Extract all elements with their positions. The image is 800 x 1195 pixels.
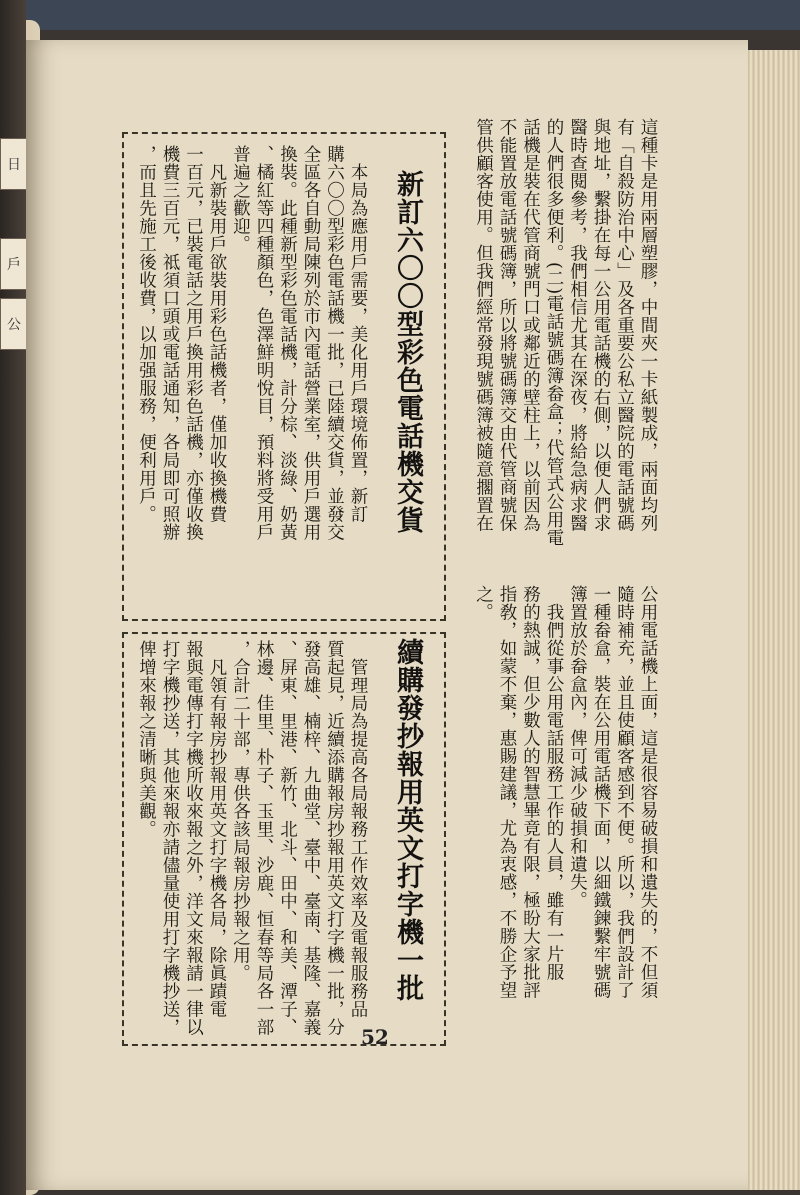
text-line: 機費三百元，祗須口頭或電話通知，各局即可照辦	[160, 145, 180, 541]
background-top	[0, 0, 800, 30]
text-line: 凡新裝用戶欲裝用彩色話機者，僅加收換機費	[207, 145, 227, 523]
index-tab-3[interactable]: 公	[0, 298, 28, 350]
text-line: 公用電話機上面，這是很容易破損和遺失的，不但須	[638, 585, 658, 999]
text-line: 隨時補充，並且使顧客感到不便。所以，我們設計了	[614, 585, 635, 999]
text-line: 本局為應用戶需要，美化用戶環境佈置，新訂	[348, 145, 368, 523]
text-line: 報與電傳打字機所收來報之外，洋文來報請一律以	[183, 640, 204, 1036]
text-line: 換裝。此種新型彩色電話機，計分棕、淡綠、奶黃	[277, 145, 298, 541]
article1-title: 新訂六〇〇型彩色電話機交貨	[392, 170, 423, 534]
text-line: 有「自殺防治中心」及各重要公私立醫院的電話號碼	[614, 118, 635, 532]
text-line: 俾增來報之清晰與美觀。	[136, 640, 157, 838]
text-line: 購六〇〇型彩色電話機一批，已陸續交貨，並發交	[324, 145, 345, 541]
text-line: 我們從事公用電話服務工作的人員，雖有一片服	[544, 585, 564, 981]
text-line: 打字機抄送，其他來報亦請儘量使用打字機抄送，	[160, 640, 180, 1036]
right-column-top	[471, 118, 659, 608]
text-line: 、橘紅等四種顏色，色澤鮮明悅目，預料將受用戶	[254, 145, 274, 541]
text-line: 管供顧客使用。但我們經常發現號碼簿被隨意擱置在	[473, 118, 494, 532]
index-tab-2[interactable]: 戶	[0, 238, 28, 290]
text-line: 務的熱誠，但少數人的智慧畢竟有限，極盼大家批評	[520, 585, 541, 999]
text-line: 指敎，如蒙不棄，惠賜建議，尤為衷感，不勝企予望	[497, 585, 517, 999]
text-line: 不能置放電話號碼簿，所以將號碼簿交由代管商號保	[497, 118, 517, 532]
text-line: 、屏東、里港、新竹、北斗、田中、和美、潭子、	[277, 640, 298, 1036]
text-line: 普遍之歡迎。	[230, 145, 251, 253]
page-stack-edges	[740, 50, 800, 1190]
text-line: 之。	[473, 585, 494, 621]
text-line: 質起見，近續添購報房抄報用英文打字機一批，分	[324, 640, 345, 1036]
text-line: 一種畚盒，裝在公用電話機下面，以細鐵鍊繫牢號碼	[591, 585, 611, 999]
text-line: ，而且先施工後收費，以加强服務，便利用戶。	[136, 145, 157, 523]
text-line: 全區各自動局陳列於市內電話營業室，供用戶選用	[301, 145, 321, 541]
text-line: 一百元，已裝電話之用戶換用彩色話機，亦僅收換	[183, 145, 204, 541]
text-line: 林邊、佳里、朴子、玉里、沙鹿、恒春等局各一部	[254, 640, 274, 1036]
text-line: 與地址，繫掛在每一公用電話機的右側，以便人們求	[591, 118, 611, 532]
text-line: 醫時查閱參考，我們相信尤其在深夜，將給急病求醫	[567, 118, 588, 532]
text-line: 發高雄、楠梓、九曲堂、臺中、臺南、基隆、嘉義	[301, 640, 321, 1036]
right-column-bottom	[471, 585, 659, 1025]
article1-body	[134, 145, 369, 605]
text-line: 凡領有報房抄報用英文打字機各局，除眞蹟電	[207, 640, 227, 1018]
page-number: 52	[361, 1025, 389, 1049]
article2-body	[134, 640, 369, 1040]
text-line: 話機是裝在代管商號門口或鄰近的壁柱上，以前因為	[520, 118, 541, 532]
text-line: ，合計二十部，專供各該局報房抄報之用。	[230, 640, 251, 982]
index-tab-1[interactable]: 日	[0, 138, 28, 190]
text-line: 的人們很多便利。(二)電話號碼簿畚盒；代管式公用電	[544, 118, 564, 547]
text-line: 這種卡是用兩層塑膠，中間夾一卡紙製成，兩面均列	[638, 118, 658, 532]
article2-title: 續購發抄報用英文打字機一批	[392, 638, 423, 1002]
text-line: 管理局為提高各局報務工作效率及電報服務品	[348, 640, 368, 1018]
document-page	[26, 40, 748, 1190]
text-line: 簿置放於畚盒內，俾可減少破損和遺失。	[567, 585, 588, 909]
